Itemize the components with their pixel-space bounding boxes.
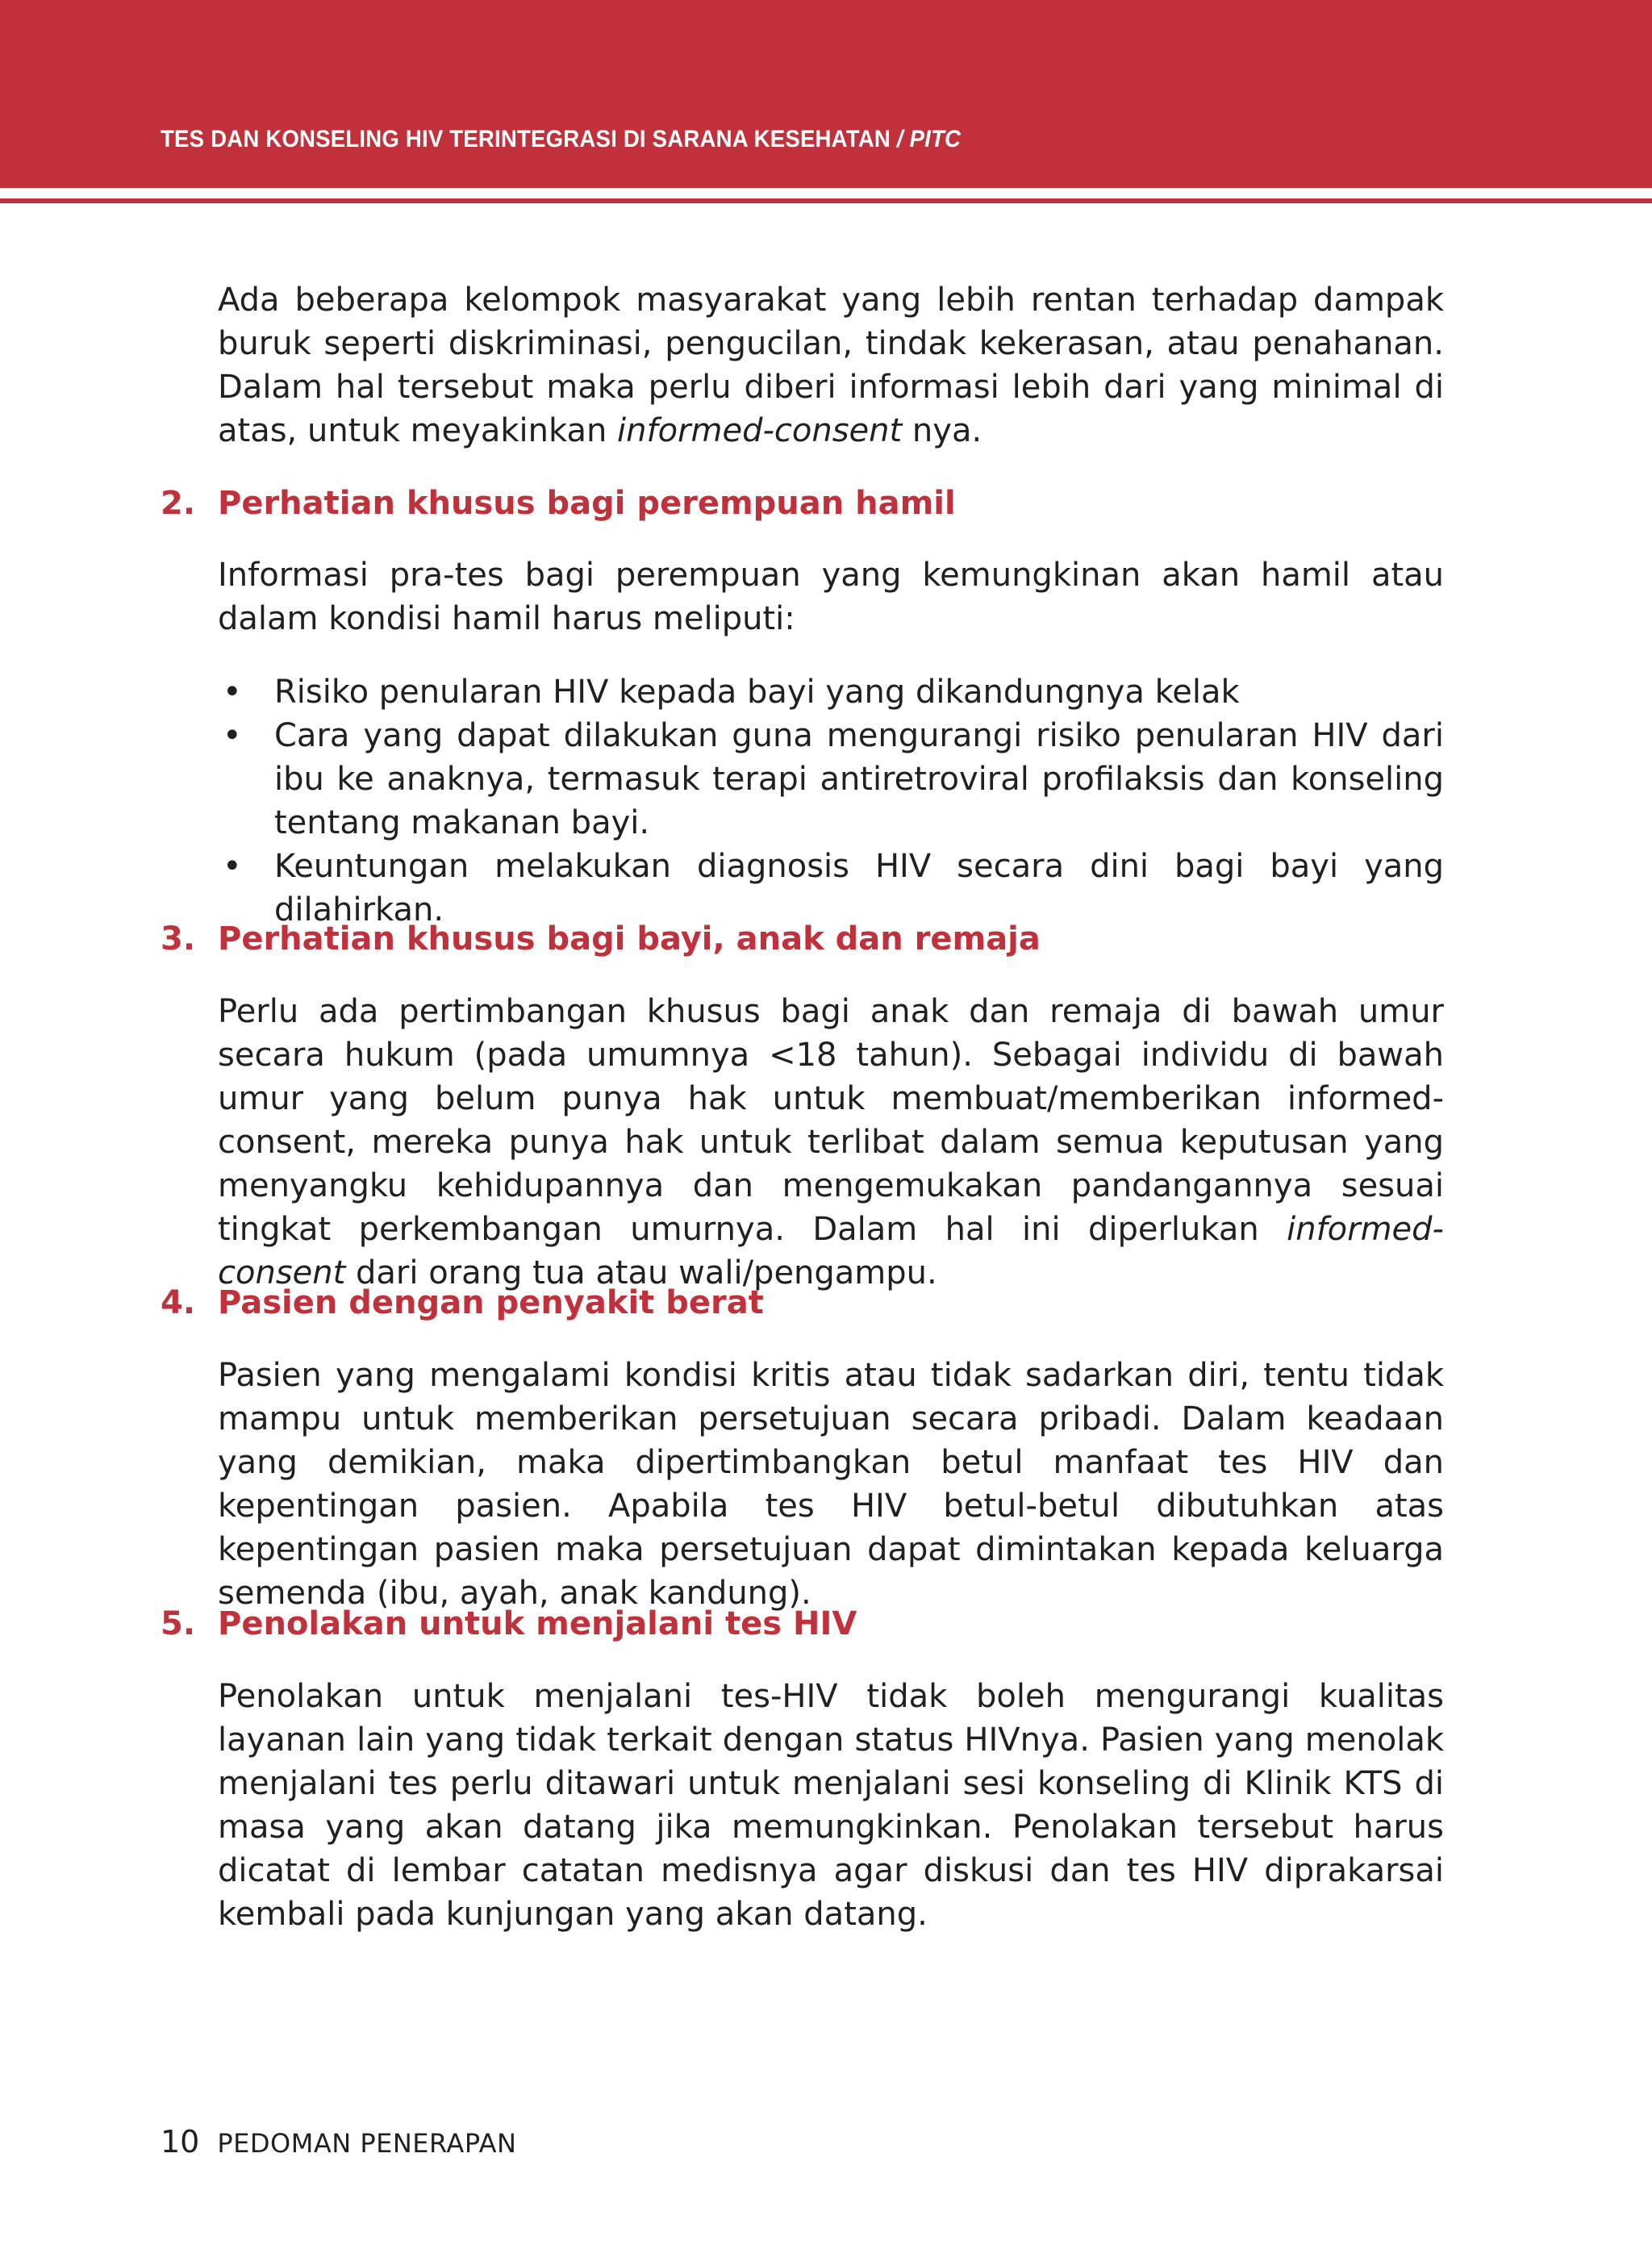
section-number: 3. bbox=[161, 920, 196, 958]
section-number: 4. bbox=[161, 1284, 196, 1321]
running-header-separator: / bbox=[890, 126, 910, 152]
page-number: 10 bbox=[161, 2124, 200, 2160]
list-item-text: Cara yang dapat dilakukan guna mengurangi risiko penularan HIV dari ibu ke anaknya, termasuk terapi antiretroviral profilaksis dan konseling tentang makanan bayi. bbox=[274, 717, 1444, 841]
section-5-paragraph: Penolakan untuk menjalani tes-HIV tidak boleh mengurangi kualitas layanan lain yang tidak terkait dengan status HIVnya. Pasien yang menolak menjalani tes perlu ditawari untuk menjalani sesi konseling di Klinik KTS di masa yang akan datang jika memungkinkan. Penolakan tersebut harus dicatat di lembar catatan medisnya agar diskusi dan tes HIV diprakarsai kembali pada kunjungan yang akan datang. bbox=[218, 1678, 1444, 1933]
section-heading-4 bbox=[161, 1281, 764, 1325]
section-heading-5 bbox=[161, 1602, 857, 1646]
section-4-paragraph: Pasien yang mengalami kondisi kritis atau tidak sadarkan diri, tentu tidak mampu untuk memberikan persetujuan secara pribadi. Dalam keadaan yang demikian, maka dipertimbangkan betul manfaat tes HIV dan kepentingan pasien. Apabila tes HIV betul-betul dibutuhkan atas kepentingan pasien maka persetujuan dapat dimintakan kepada keluarga semenda (ibu, ayah, anak kandung). bbox=[218, 1357, 1444, 1612]
header-rule bbox=[0, 198, 1652, 203]
bullet-icon: • bbox=[223, 848, 242, 885]
intro-paragraph bbox=[218, 278, 1444, 453]
section-2-paragraph: Informasi pra-tes bagi perempuan yang kemungkinan akan hamil atau dalam kondisi hamil harus meliputi: bbox=[218, 557, 1444, 637]
section-3-text: Perlu ada pertimbangan khusus bagi anak dan remaja di bawah umur secara hukum (pada umumnya <18 tahun). Sebagai individu di bawah umur yang belum punya hak untuk membuat/memberikan informed-consent, mereka punya hak untuk terlibat dalam semua keputusan yang menyangku kehidupannya dan mengemukakan pandangannya sesuai tingkat perkembangan umurnya. Dalam hal ini diperlukan bbox=[218, 993, 1444, 1248]
section-2-bullet-list bbox=[218, 670, 1444, 932]
list-item bbox=[218, 714, 1444, 845]
section-number: 2. bbox=[161, 485, 196, 522]
section-title: Pasien dengan penyakit berat bbox=[218, 1284, 764, 1321]
section-heading-2 bbox=[161, 482, 956, 525]
bullet-icon: • bbox=[223, 717, 242, 754]
running-header-title: TES DAN KONSELING HIV TERINTEGRASI DI SARANA KESEHATAN bbox=[161, 126, 891, 152]
section-3-italic-term: informed-consent bbox=[218, 1211, 1444, 1292]
section-title: Perhatian khusus bagi perempuan hamil bbox=[218, 485, 956, 522]
list-item bbox=[218, 670, 1444, 714]
running-header-abbreviation: PITC bbox=[909, 126, 962, 152]
running-header bbox=[161, 126, 961, 153]
list-item-text: Risiko penularan HIV kepada bayi yang dikandungnya kelak bbox=[274, 674, 1240, 711]
section-number: 5. bbox=[161, 1605, 196, 1642]
section-3-tail: dari orang tua atau wali/pengampu. bbox=[345, 1254, 937, 1292]
header-band bbox=[0, 0, 1652, 188]
intro-text: Ada beberapa kelompok masyarakat yang lebih rentan terhadap dampak buruk seperti diskriminasi, pengucilan, tindak kekerasan, atau penahanan. Dalam hal tersebut maka perlu diberi informasi lebih dari yang minimal di atas, untuk meyakinkan bbox=[218, 282, 1444, 449]
section-heading-3 bbox=[161, 917, 1041, 961]
intro-tail: nya. bbox=[902, 412, 982, 449]
bullet-icon: • bbox=[223, 674, 242, 711]
intro-italic-term: informed-consent bbox=[617, 412, 903, 449]
page-footer bbox=[161, 2124, 516, 2160]
list-item-text: Keuntungan melakukan diagnosis HIV secara dini bagi bayi yang dilahirkan. bbox=[274, 848, 1444, 929]
section-title: Perhatian khusus bagi bayi, anak dan remaja bbox=[218, 920, 1041, 958]
footer-label: PEDOMAN PENERAPAN bbox=[217, 2128, 517, 2159]
section-3-paragraph bbox=[218, 990, 1444, 1295]
section-title: Penolakan untuk menjalani tes HIV bbox=[218, 1605, 857, 1642]
